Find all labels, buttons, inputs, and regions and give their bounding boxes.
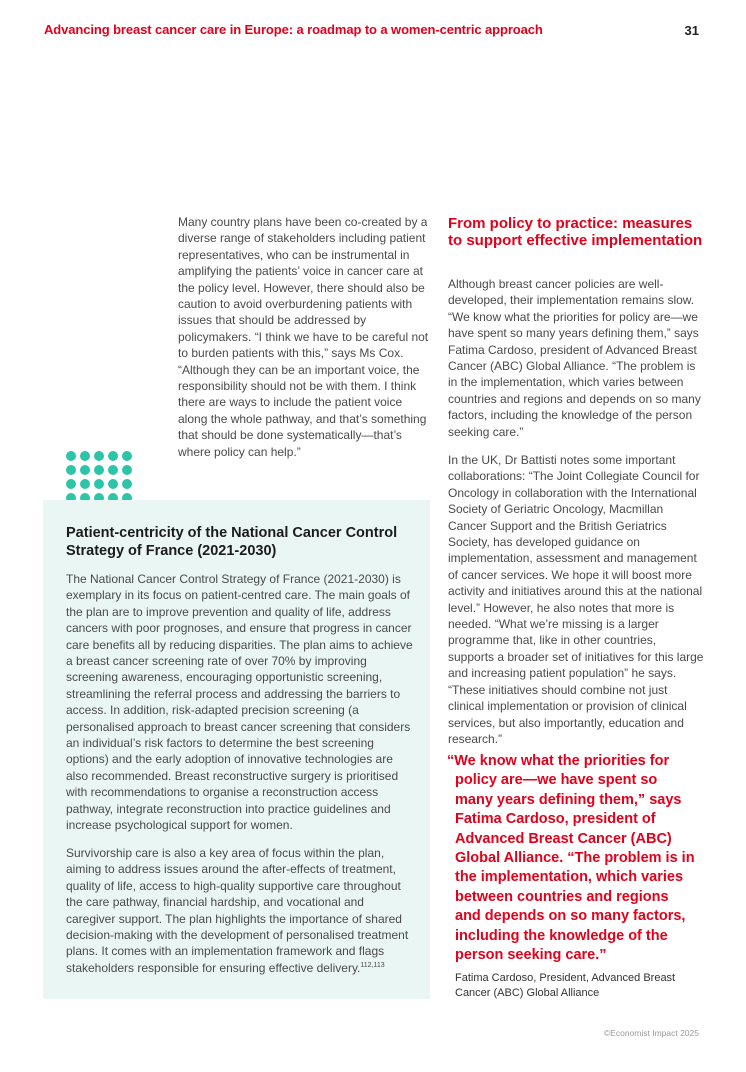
copyright-footer: ©Economist Impact 2025 (603, 1028, 699, 1038)
decorative-dot (122, 479, 132, 489)
decorative-dot (108, 451, 118, 461)
right-column-paragraph-2: In the UK, Dr Battisti notes some important collaborations: “The Joint Collegiate Council for Oncology in collaboration with the International Society of Geriatric Oncology, Macmillan Cancer Support and the British Geriatrics Society, has developed guidance on implementation, assessment and management of cancer services. We hope it will boost more activity and initiatives around this at the national level.” However, he also notes that more is needed. “What we’re missing is a larger programme that, like in other countries, supports a broader set of initiatives for this large and increasing patient population” he says. “These initiatives should combine not just clinical implementation or provision of clinical services, but also importantly, education and research.” (448, 453, 704, 746)
decorative-dot (80, 451, 90, 461)
decorative-dot (80, 479, 90, 489)
decorative-dot (94, 479, 104, 489)
case-study-heading: Patient-centricity of the National Cancer Control Strategy of France (2021-2030) (66, 525, 398, 559)
report-title: Advancing breast cancer care in Europe: a roadmap to a women-centric approach (44, 22, 543, 37)
decorative-dot (66, 451, 76, 461)
pull-quote: “We know what the priorities for policy are—we have spent so many years defining them,” says Fatima Cardoso, president of Advanced Breast Cancer (ABC) Global Alliance. “The problem is in the implementation, which varies between countries and regions and depends on so many factors, including the knowledge of the person seeking care.” (447, 753, 695, 964)
case-study-paragraph-1: The National Cancer Control Strategy of France (2021-2030) is exemplary in its focus on patient-centred care. The main goals of the plan are to improve prevention and quality of life, address cancers with poor prognoses, and ensure that progress in cancer care benefits all by reducing disparities. The plan aims to achieve a breast cancer screening rate of over 70% by improving screening awareness, encouraging opportunistic screening, streamlining the referral process and addressing the barriers to access. In addition, risk-adapted precision screening (a personalised approach to breast cancer screening that considers an individual’s risk factors to determine the best screening options) and the early adoption of innovative technologies are also recommended. Breast reconstructive surgery is prioritised with recommendations to organise a reconstruction access pathway, integrate reconstruction into practice guidelines and increase psychological support for women. (66, 572, 413, 833)
section-heading: From policy to practice: measures to support effective implementation (448, 215, 703, 249)
right-column-paragraph-1: Although breast cancer policies are well-developed, their implementation remains slow. “We know what the priorities for policy are—we have spent so many years defining them,” says Fatima Cardoso, president of Advanced Breast Cancer (ABC) Global Alliance. “The problem is in the implementation, which varies between countries and regions and depends on so many factors, including the knowledge of the person seeking care.” (448, 277, 701, 439)
pull-quote-attribution: Fatima Cardoso, President, Advanced Breast Cancer (ABC) Global Alliance (455, 972, 676, 999)
decorative-dot (66, 479, 76, 489)
decorative-dot (108, 465, 118, 475)
decorative-dot (108, 479, 118, 489)
decorative-dot (94, 451, 104, 461)
footnote-reference: 112,113 (360, 961, 385, 969)
decorative-dot (122, 465, 132, 475)
decorative-dot (122, 451, 132, 461)
decorative-dot (94, 465, 104, 475)
case-study-paragraph-2-text: Survivorship care is also a key area of focus within the plan, aiming to address issues around the after-effects of treatment, quality of life, access to high-quality supportive care throughout the care pathway, financial hardship, and vocational and caregiver support. The plan highlights the importance of shared decision-making with the development of personalised treatment plans. It comes with an implementation framework and flags stakeholders responsible for ensuring effective delivery. (66, 846, 409, 975)
case-study-paragraph-2 (66, 845, 416, 976)
decorative-dot (80, 465, 90, 475)
decorative-dot (66, 465, 76, 475)
page-number: 31 (684, 23, 699, 38)
left-column-paragraph: Many country plans have been co-created by a diverse range of stakeholders including patient representatives, who can be instrumental in amplifying the patients’ voice in cancer care at the policy level. However, there should also be caution to avoid overburdening patients with issues that should be addressed by policymakers. “I think we have to be careful not to burden patients with this,” says Ms Cox. “Although they can be an important voice, the responsibility should not be with them. I think there are ways to include the patient voice along the whole pathway, and that’s something that should be done systematically—that’s where policy can help.” (178, 215, 429, 459)
